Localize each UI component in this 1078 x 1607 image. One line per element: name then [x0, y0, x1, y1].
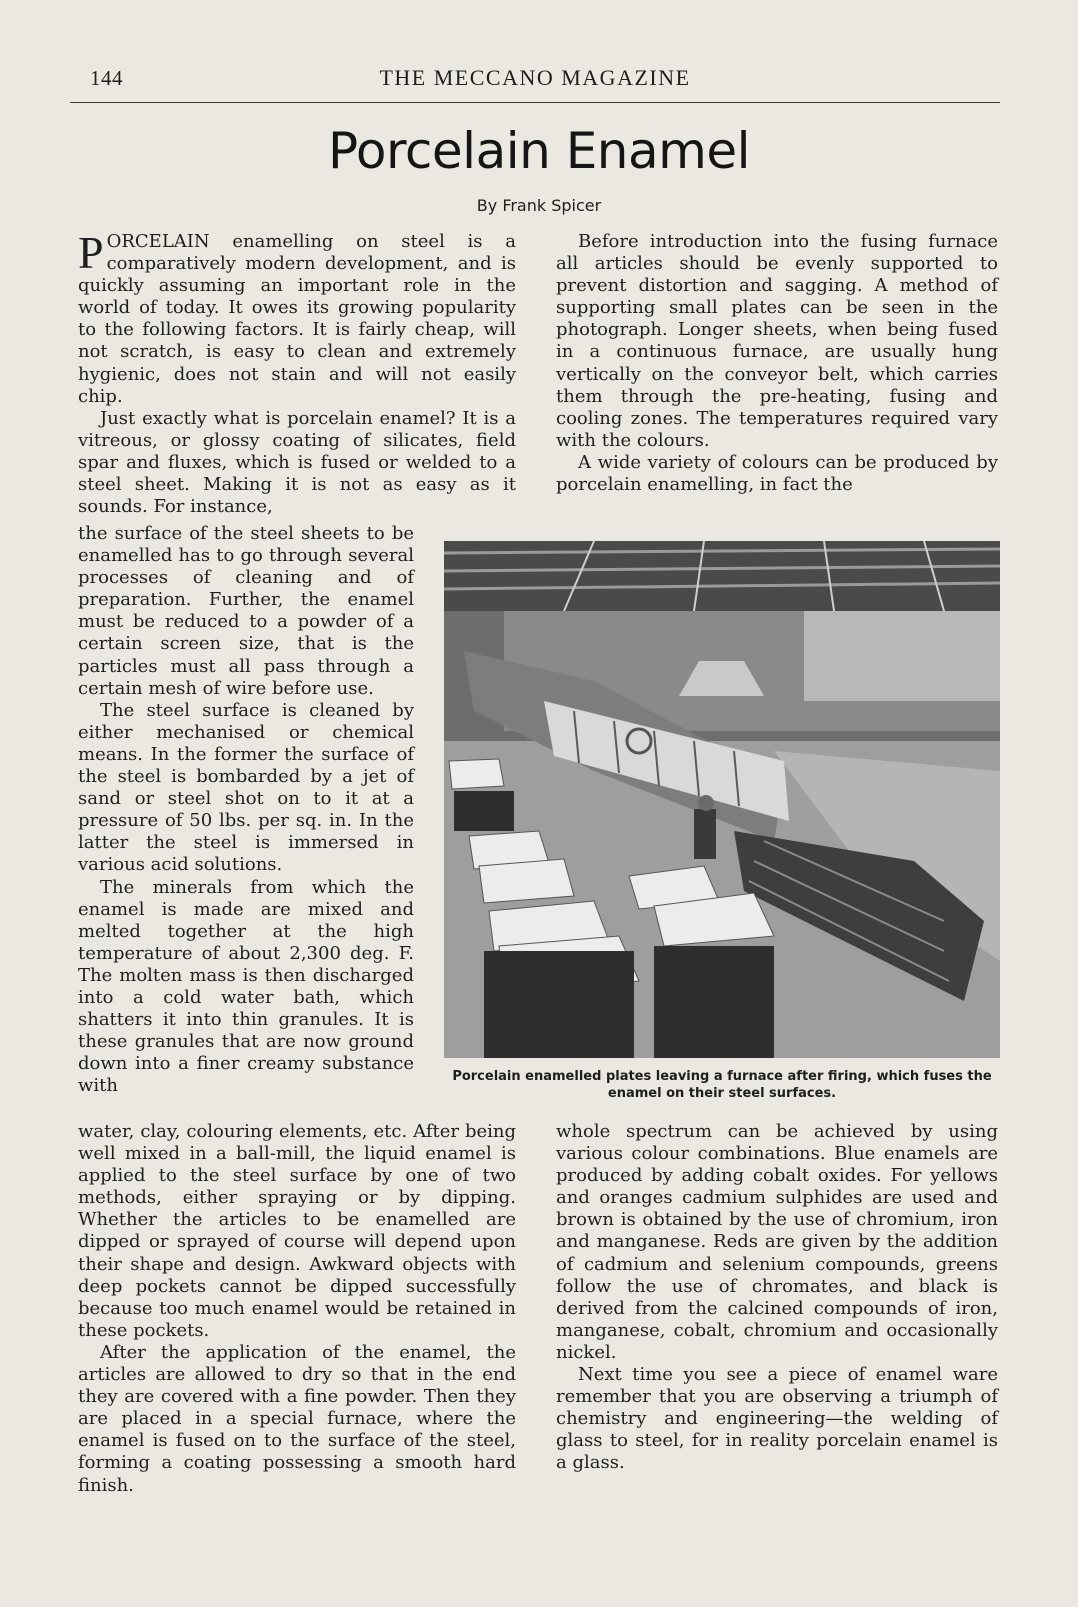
left-column-narrow: [78, 523, 414, 1097]
page-number: 144: [90, 66, 123, 90]
left-column-bottom: [78, 1121, 516, 1497]
left-column-top: [78, 227, 516, 518]
photo-caption: Porcelain enamelled plates leaving a furnace after firing, which fuses the enamel on their steel surfaces.: [452, 1069, 992, 1101]
magazine-title: THE MECCANO MAGAZINE: [379, 65, 691, 90]
paragraph: the surface of the steel sheets to be enamelled has to go through several processes of cleaning and of preparation. Further, the enamel must be reduced to a powder of a certain screen size, that is the particles must all pass through a certain mesh of wire before use.: [78, 523, 414, 699]
paragraph: PORCELAIN enamelling on steel is a comparatively modern development, and is quickly assuming an important role in the world of today. It owes its growing popularity to the following factors. It is fairly cheap, will not scratch, is easy to clean and extremely hygienic, does not stain and will not easily chip.: [78, 227, 516, 407]
paragraph: Before introduction into the fusing furnace all articles should be evenly supported to prevent distortion and sagging. A method of supporting small plates can be seen in the photograph. Longer sheets, when being fused in a continuous furnace, are usually hung vertically on the conveyor belt, which carries them through the pre-heating, fusing and cooling zones. The temperatures required vary with the colours.: [556, 231, 998, 451]
paragraph: The steel surface is cleaned by either mechanised or chemical means. In the former the surface of the steel is bombarded by a jet of sand or steel shot on to it at a pressure of 50 lbs. per sq. in. In the latter the steel is immersed in various acid solutions.: [78, 699, 414, 876]
paragraph: The minerals from which the enamel is made are mixed and melted together at the high temperature of about 2,300 deg. F. The molten mass is then discharged into a cold water bath, which shatters it into thin granules. It is these granules that are now ground down into a finer creamy substance with: [78, 876, 414, 1097]
paragraph: A wide variety of colours can be produced by porcelain enamelling, in fact the: [556, 451, 998, 496]
right-column-bottom: [556, 1121, 998, 1475]
right-column-top: [556, 231, 998, 496]
article-byline: By Frank Spicer: [476, 196, 602, 215]
paragraph: After the application of the enamel, the articles are allowed to dry so that in the end they are covered with a fine powder. Then they are placed in a special furnace, where the enamel is fused on to the surface of the steel, forming a coating possessing a smooth hard finish.: [78, 1341, 516, 1496]
paragraph: water, clay, colouring elements, etc. After being well mixed in a ball-mill, the liquid enamel is applied to the steel surface by one of two methods, either spraying or by dipping. Whether the articles to be enamelled are dipped or sprayed of course will depend upon their shape and design. Awkward objects with deep pockets cannot be dipped successfully because too much enamel would be retained in these pockets.: [78, 1121, 516, 1341]
paragraph: Just exactly what is porcelain enamel? It is a vitreous, or glossy coating of silicates, field spar and fluxes, which is fused or welded to a steel sheet. Making it is not as easy as it sounds. For instance,: [78, 407, 516, 518]
paragraph: whole spectrum can be achieved by using various colour combinations. Blue enamels are produced by adding cobalt oxides. For yellows and oranges cadmium sulphides are used and brown is obtained by the use of chromium, iron and manganese. Reds are given by the addition of cadmium and selenium compounds, greens follow the use of chromates, and black is derived from the calcined compounds of iron, manganese, cobalt, chromium and occasionally nickel.: [556, 1121, 998, 1363]
page-header: [70, 62, 1000, 103]
factory-photo: [444, 541, 1000, 1058]
drop-cap: P: [78, 227, 104, 278]
paragraph: Next time you see a piece of enamel ware remember that you are observing a triumph of chemistry and engineering—the welding of glass to steel, for in reality porcelain enamel is a glass.: [556, 1364, 998, 1474]
article-title: Porcelain Enamel: [328, 122, 750, 180]
